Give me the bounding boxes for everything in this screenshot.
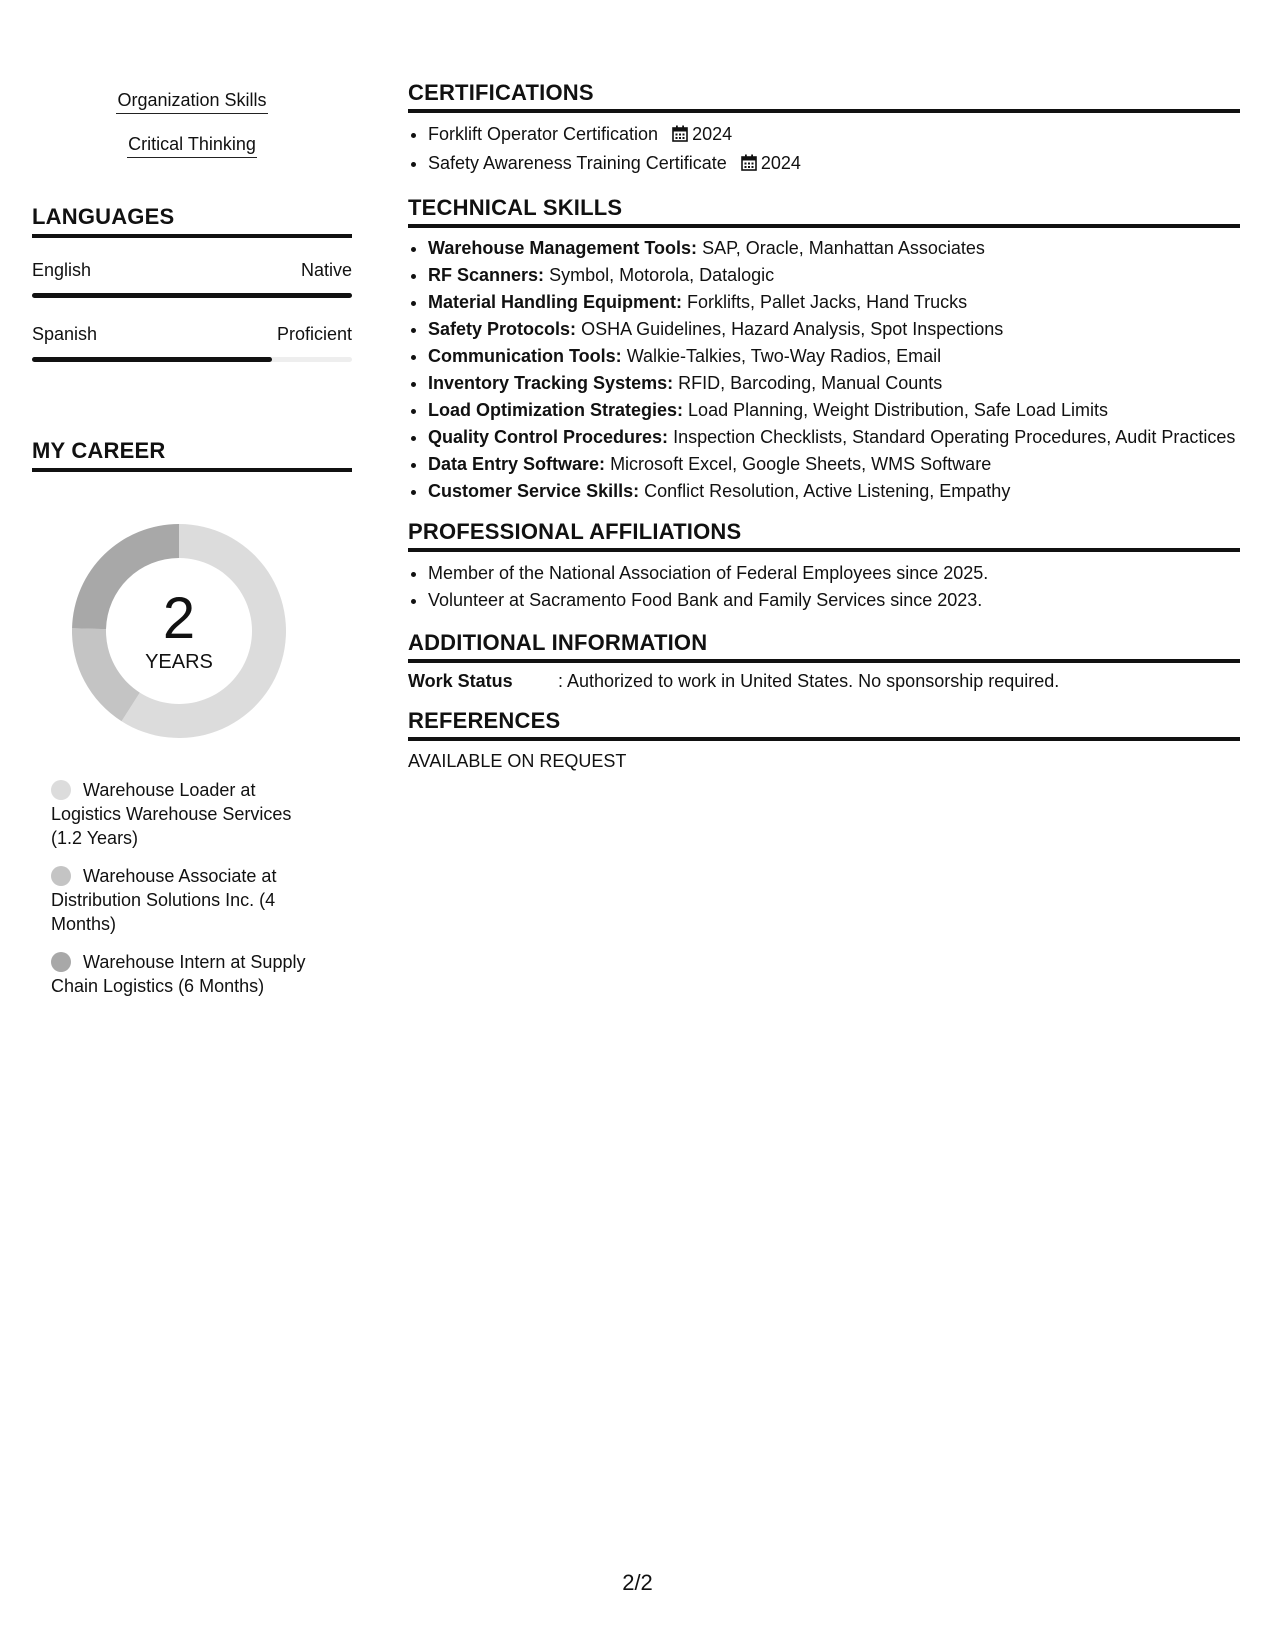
skill-category: Warehouse Management Tools: <box>428 238 698 258</box>
affiliation-item: • Member of the National Association of Federal Employees since 2025. <box>428 560 1240 587</box>
certifications-heading: CERTIFICATIONS <box>408 80 1240 113</box>
skill-tags <box>32 80 352 168</box>
career-legend <box>51 778 326 998</box>
language-proficiency-bar <box>32 357 352 362</box>
skill-category: Quality Control Procedures: <box>428 427 669 447</box>
career-total-number: 2 <box>162 585 196 651</box>
language-name: Spanish <box>32 324 98 344</box>
skill-values: Conflict Resolution, Active Listening, Empathy <box>644 481 1011 501</box>
certification-item <box>428 121 1240 150</box>
technical-skills-heading: TECHNICAL SKILLS <box>408 195 1240 228</box>
career-legend-label: Warehouse Loader at Logistics Warehouse Services (1.2 Years) <box>51 780 292 848</box>
language-proficiency-bar <box>32 293 352 298</box>
skill-values: Inspection Checklists, Standard Operating Procedures, Audit Practices <box>673 427 1236 447</box>
technical-skill-item <box>428 425 1240 449</box>
skill-category: Material Handling Equipment: <box>428 292 683 312</box>
references-section <box>408 708 1240 772</box>
language-level: Native <box>300 260 352 280</box>
technical-skill-item <box>428 290 1240 314</box>
skill-values: OSHA Guidelines, Hazard Analysis, Spot Inspections <box>581 319 1004 339</box>
additional-info-heading: ADDITIONAL INFORMATION <box>408 630 1240 663</box>
technical-skill-item <box>428 344 1240 368</box>
skill-tag: Organization Skills <box>116 88 267 114</box>
legend-dot <box>51 866 71 886</box>
affiliations-section <box>408 519 1240 614</box>
career-legend-label: Warehouse Intern at Supply Chain Logistics (6 Months) <box>51 952 306 996</box>
languages-section <box>32 204 352 362</box>
languages-heading: LANGUAGES <box>32 204 352 238</box>
skill-category: Customer Service Skills: <box>428 481 640 501</box>
skill-values: Load Planning, Weight Distribution, Safe Load Limits <box>688 400 1108 420</box>
references-text: AVAILABLE ON REQUEST <box>408 751 627 771</box>
work-status-value: : Authorized to work in United States. No sponsorship required. <box>558 671 1060 691</box>
certification-year: 2024 <box>760 153 801 173</box>
skill-values: Forklifts, Pallet Jacks, Hand Trucks <box>687 292 968 312</box>
career-total-unit: YEARS <box>145 650 213 673</box>
calendar-icon <box>672 123 688 150</box>
technical-skill-item <box>428 236 1240 260</box>
language-level: Proficient <box>276 324 352 344</box>
technical-skill-item <box>428 452 1240 476</box>
sidebar <box>32 80 352 1012</box>
certifications-section <box>408 80 1240 179</box>
skill-values: Symbol, Motorola, Datalogic <box>549 265 775 285</box>
career-legend-item <box>51 950 326 998</box>
skill-category: Load Optimization Strategies: <box>428 400 684 420</box>
language-item <box>32 260 352 298</box>
career-legend-item <box>51 778 326 850</box>
main-content <box>408 80 1240 788</box>
affiliation-item: • Volunteer at Sacramento Food Bank and Family Services since 2023. <box>428 587 1240 614</box>
skill-values: SAP, Oracle, Manhattan Associates <box>702 238 985 258</box>
career-total <box>64 516 294 746</box>
skill-category: Communication Tools: <box>428 346 622 366</box>
language-item <box>32 324 352 362</box>
technical-skill-item <box>428 398 1240 422</box>
career-legend-label: Warehouse Associate at Distribution Solutions Inc. (4 Months) <box>51 866 277 934</box>
skill-values: RFID, Barcoding, Manual Counts <box>678 373 943 393</box>
career-donut-chart <box>64 516 294 746</box>
technical-skill-item <box>428 479 1240 503</box>
certification-year: 2024 <box>692 124 733 144</box>
skill-values: Walkie-Talkies, Two-Way Radios, Email <box>626 346 942 366</box>
page-number: 2/2 <box>622 1570 653 1595</box>
work-status-row <box>408 671 1240 692</box>
legend-dot <box>51 952 71 972</box>
skill-values: Microsoft Excel, Google Sheets, WMS Software <box>610 454 992 474</box>
references-heading: REFERENCES <box>408 708 1240 741</box>
work-status-label: Work Status <box>408 671 513 691</box>
skill-category: Inventory Tracking Systems: <box>428 373 674 393</box>
legend-dot <box>51 780 71 800</box>
technical-skill-item <box>428 317 1240 341</box>
technical-skill-item <box>428 371 1240 395</box>
language-name: English <box>32 260 92 280</box>
career-heading: MY CAREER <box>32 438 352 472</box>
certification-name: Safety Awareness Training Certificate <box>428 153 727 173</box>
skill-category: RF Scanners: <box>428 265 545 285</box>
certification-name: Forklift Operator Certification <box>428 124 659 144</box>
language-proficiency-fill <box>32 293 352 298</box>
career-legend-item <box>51 864 326 936</box>
language-proficiency-fill <box>32 357 272 362</box>
technical-skills-section <box>408 195 1240 503</box>
certification-item <box>428 150 1240 179</box>
technical-skill-item <box>428 263 1240 287</box>
career-section <box>32 438 352 998</box>
affiliations-heading: PROFESSIONAL AFFILIATIONS <box>408 519 1240 552</box>
skill-tag: Critical Thinking <box>127 132 257 158</box>
skill-category: Data Entry Software: <box>428 454 606 474</box>
additional-info-section <box>408 630 1240 692</box>
skill-category: Safety Protocols: <box>428 319 577 339</box>
calendar-icon <box>741 152 757 179</box>
